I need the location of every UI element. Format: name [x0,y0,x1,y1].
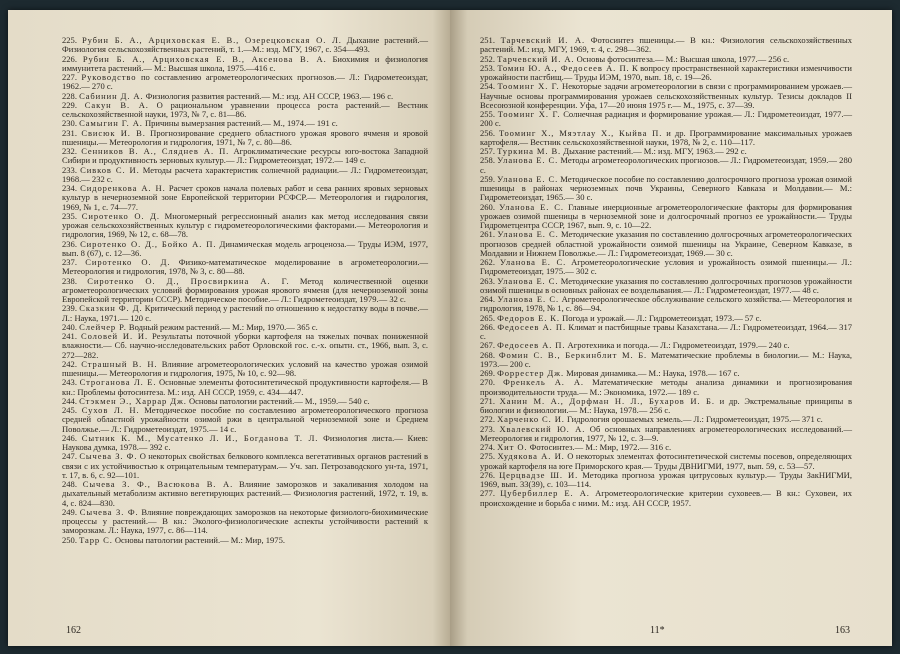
entry-number: 235. [62,210,77,221]
entry-author: Сидоренкова А. Н. [80,183,166,193]
entry-author: Слейчер Р. [79,321,127,332]
entry-author: Ханин М. А., Дорфман Н. Л., Бухаров И. Б. [499,395,715,406]
entry-reference: Гидрология орошаемых земель.— Л.: Гидрометеоиздат, 1975.— 371 с. [566,414,823,425]
entry-reference: Методические указания по составлению долгосрочных прогнозов урожайности озимой пшеницы в основных районах ее возделывания.— Л.: Гидрометеоиздат, 1977.— 48 с. [480,275,852,295]
entry-reference: Динамическая модель агроценоза.— Труды ИЭМ, 1977, вып. 8 (67), с. 12—36. [62,238,428,258]
entry-number: 225. [62,35,77,45]
entry-author: Хвалевский Ю. А. [499,423,586,434]
entry-reference: Основные элементы фотосинтетической продуктивности картофеля.— В кн.: Проблемы фотосинтеза. М.: изд. АН СССР, 1959, с. 434—447. [62,377,428,397]
right-page [450,10,892,646]
book-spread [8,10,892,646]
entry-author: Рубин Б. А., Арциховская Е. В., Озерецковская О. Л. [81,35,342,45]
entry-number: 259. [480,173,495,184]
entry-author: Свисюк И. В. [81,127,146,138]
entry-number: 274. [480,442,495,452]
entry-reference: Основы патологии растений.— М.: Мир, 1975. [114,534,285,545]
bibliography-entry [480,295,852,314]
bibliography-entry [480,277,852,296]
entry-author: Тооминг Х., Мяэтлау Х., Кыйва П. [498,127,663,138]
entry-reference: Методика прогноза урожая цитрусовых культур.— Труды ЗакНИГМИ, 1969, вып. 33(39), с. 103—114. [480,469,852,489]
entry-number: 277. [480,488,495,499]
entry-author: Уланова Е. С. [499,257,567,267]
entry-author: Стэкмен Э., Харрар Дж. [79,395,187,406]
entry-author: Сычева З. Ф., Васюкова В. А. [82,479,234,489]
bibliography-entry [480,203,852,231]
entry-reference: К вопросу пространственной характеристики изменчивости урожайности пастбищ.— Труды ИЭМ, 1970, вып. 18, с. 19—26. [480,62,852,82]
bibliography-entry [62,147,428,166]
entry-number: 251. [480,35,495,45]
entry-reference: Физиология развития растений.— М.: изд. АН СССР, 1963.— 196 с. [145,90,394,101]
entry-number: 244. [62,395,77,406]
entry-reference: и др. Программирование максимальных урожаев картофеля.— Вестник сельскохозяйственной науки, 1978, № 2, с. 110—117. [480,127,853,147]
entry-number: 276. [480,469,495,480]
entry-author: Руководство [81,72,137,82]
bibliography-entry [62,129,428,148]
bibliography-list-right [480,36,852,508]
entry-author: Соловей И. И. [80,331,149,341]
entry-reference: Влияние повреждающих заморозков на некоторые физиолого-биохимические процессы у растений.— В кн.: Эколого-физиологические аспекты устойчивости растений к заморозкам. Л.: Наука, 1977, с. 86—114. [62,506,428,536]
bibliography-entry [62,480,428,508]
bibliography-entry [480,323,852,342]
entry-number: 242. [62,358,77,369]
entry-number: 268. [480,349,495,360]
entry-number: 265. [480,312,495,323]
entry-number: 237. [62,257,77,267]
entry-number: 252. [480,53,495,64]
bibliography-entry [480,452,852,471]
entry-author: Харченко С. И. [497,414,565,425]
entry-author: Сиротенко О. Д. [85,257,171,267]
bibliography-entry [62,55,428,74]
entry-number: 264. [480,294,495,304]
entry-reference: Фотосинтез пшеницы.— В кн.: Физиология сельскохозяйственных растений. М.: изд. МГУ, 1969, т. 4, с. 298—362. [480,35,853,55]
bibliography-entry [480,36,852,55]
entry-number: 245. [62,405,77,415]
entry-reference: Физико-математическое моделирование в агрометеорологии.— Метеорология и гидрология, 1978, № 3, с. 80—88. [62,257,429,277]
entry-reference: Метод количественной оценки агрометеорологических условий формирования урожая ярового ячменя (для нечерноземной зоны Европейской территории СССР). Методическое пособие.— Л.: Гидрометеоиздат, 1979.— 32 с. [62,275,428,304]
bibliography-entry [62,240,428,259]
entry-reference: Климат и пастбищные травы Казахстана.— Л.: Гидрометеоиздат, 1964.— 317 с. [480,321,853,341]
entry-number: 256. [480,127,495,138]
entry-reference: Мировая динамика.— М.: Наука, 1978.— 167 с. [566,368,740,378]
entry-number: 262. [480,257,495,267]
bibliography-entry [480,258,852,277]
entry-reference: О некоторых элементах фотосинтетической системы посевов, определяющих урожай картофеля на юге Приморского края.— Труды ДВНИГМИ, 1977, вып. 59, с. 53—57. [480,451,853,471]
bibliography-entry [480,175,852,203]
entry-author: Рубин Б. А., Арциховская Е. В., Аксенова В. А. [82,53,327,64]
entry-author: Сиротенко О. Д., Бойко А. П. [80,238,217,249]
entry-number: 238. [62,275,77,286]
entry-number: 236. [62,238,77,249]
page-number-right: 163 [835,625,850,636]
entry-number: 273. [480,423,495,434]
entry-author: Федосеев А. П. [497,340,566,351]
entry-reference: Прогнозирование среднего областного урожая ярового ячменя и яровой пшеницы.— Метеорология и гидрология, 1971, № 7, с. 80—86. [62,127,428,147]
entry-author: Френкель А. А. [503,377,584,388]
entry-number: 232. [62,146,77,156]
entry-reference: Критический период у растений по отношению к недостатку воды в почве.— Л.: Наука, 1971.— 120 с. [62,303,429,323]
entry-author: Уланова Е. С. [497,229,559,240]
entry-number: 247. [62,451,77,462]
signature-mark: 11* [650,625,665,636]
entry-reference: Влияние заморозков и закаливания холодом на дыхательный метаболизм активно вегетирующих растений.— Физиология растений, 1972, т. 19, в. 4, с. 824—830. [62,479,429,508]
bibliography-entry [480,110,852,129]
entry-author: Самыгин Г. А. [79,118,143,129]
bibliography-entry [62,212,428,240]
entry-number: 267. [480,340,495,351]
entry-number: 270. [480,377,495,388]
entry-author: Сакун В. А. [84,99,149,110]
entry-reference: Расчет сроков начала полевых работ и сева ранних яровых зерновых культур в нечерноземной зоне Европейской территории РСФСР.— Метеорология и гидрология, 1969, № 1, с. 74—77. [62,183,428,212]
entry-author: Сабинин Д. А. [79,90,144,101]
entry-number: 227. [62,72,77,82]
entry-reference: Некоторые задачи агрометеорологии в связи с программированием урожаев.— Научные основы программирования урожаев сельскохозяйственных культур. Тезисы докладов II Всесоюзной конференции. Уфа, 17—20 июня 1975 г.— М., 1975, с. 37—39. [480,81,853,110]
bibliography-entry [480,378,852,397]
entry-reference: Фотосинтез.— М.: Мир, 1972.— 316 с. [529,442,672,452]
bibliography-entry [62,101,428,120]
entry-author: Сычева З. Ф. [79,451,138,462]
bibliography-entry [480,230,852,258]
entry-number: 257. [480,146,495,156]
entry-author: Форрестер Дж. [497,368,564,378]
bibliography-entry [480,425,852,444]
bibliography-entry [62,258,428,277]
bibliography-entry [62,406,428,434]
entry-author: Томин Ю. А., Федосеев А. П. [497,62,630,73]
entry-number: 228. [62,90,77,101]
entry-number: 254. [480,81,495,92]
entry-number: 250. [62,534,77,545]
bibliography-entry [480,471,852,490]
entry-author: Сивков С. И. [80,164,140,175]
entry-number: 261. [480,229,495,240]
entry-author: Сенников В. А., Сляднев А. П. [81,146,230,156]
entry-reference: Солнечная радиация и формирование урожая.— Л.: Гидрометеоиздат, 1977.— 200 с. [480,109,853,129]
bibliography-entry [62,434,428,453]
entry-author: Хит О. [497,442,528,452]
page-number-left: 162 [66,625,81,636]
entry-reference: Об основных направлениях агрометеорологических исследований.— Метеорология и гидрология, 1977, № 12, с. 3—9. [480,423,852,443]
entry-author: Тарчевский И. А. [500,35,586,45]
entry-reference: Физиология листа.— Киев: Наукова думка, 1978.— 392 с. [62,432,428,452]
entry-number: 248. [62,479,77,489]
entry-number: 239. [62,303,77,314]
entry-reference: Главные инерционные агрометеорологические факторы для формирования урожаев озимой пшеницы в черноземной зоне и долгосрочный прогноз ее урожайности.— Труды Гидрометцентра СССР, 1967, вып. 9, с. 10—22. [480,201,852,230]
bibliography-entry [62,378,428,397]
entry-reference: Математические методы анализа динамики и прогнозирования производительности труда.— М.: Экономика, 1972.— 189 с. [480,377,853,397]
entry-number: 272. [480,414,495,425]
entry-number: 269. [480,368,495,378]
entry-author: Сухов Л. Н. [81,405,140,415]
entry-author: Тарчевский И. А. [497,53,575,64]
entry-number: 249. [62,506,77,517]
entry-number: 234. [62,183,77,193]
entry-author: Цубербиллер Е. А. [500,488,590,499]
entry-reference: и др. Экстремальные принципы в биологии и физиологии.— М.: Наука, 1978.— 256 с. [480,395,853,415]
entry-reference: Дыхание растений.— М.: изд. МГУ, 1963.— 292 с. [563,146,747,156]
entry-reference: Основы фотосинтеза.— М.: Высшая школа, 1977.— 256 с. [576,53,790,64]
entry-reference: Причины вымерзания растений.— М., 1974.— 191 с. [144,118,338,129]
entry-author: Уланова Е. С. [497,275,559,286]
entry-number: 260. [480,201,495,212]
entry-author: Церцвадзе Ш. И. [499,469,579,480]
entry-number: 266. [480,321,495,332]
entry-author: Сиротенко О. Д. [81,210,160,221]
entry-reference: О рациональном уравнении процесса роста растений.— Вестник сельскохозяйственной науки, 1973, № 7, с. 81—86. [62,99,428,119]
entry-author: Строганова Л. Е. [79,377,157,388]
entry-author: Тарр С. [79,534,113,545]
entry-author: Тооминг Х. Г. [497,81,560,92]
entry-number: 243. [62,377,77,388]
entry-reference: по составлению агрометеорологических прогнозов.— Л.: Гидрометеоиздат, 1962.— 270 с. [62,72,429,92]
entry-reference: Биохимия и физиология иммунитета растений.— М.: Высшая школа, 1975.—416 с. [62,53,428,73]
entry-reference: Результаты поточной уборки картофеля на тяжелых почвах пониженной влажности.— Сб. научно-исследовательских работ Орловской гос. с.-х. опытн. ст., 1966, вып. 3, с. 272—282. [62,331,428,360]
entry-author: Туркина М. В. [497,146,562,156]
entry-reference: Математические проблемы в биологии.— М.: Наука, 1973.— 200 с. [480,349,852,369]
bibliography-entry [480,489,852,508]
entry-number: 255. [480,109,495,119]
bibliography-entry [62,508,428,536]
bibliography-entry [62,36,428,55]
entry-reference: Агротехника и погода.— Л.: Гидрометеоиздат, 1979.— 240 с. [567,340,790,351]
entry-number: 258. [480,155,495,166]
entry-number: 253. [480,62,495,73]
bibliography-entry [62,73,428,92]
entry-number: 263. [480,275,495,286]
entry-reference: Методы агрометеорологических прогнозов.— Л.: Гидрометеоиздат, 1959.— 280 с. [480,155,852,175]
left-page [8,10,450,646]
bibliography-entry [480,351,852,370]
entry-author: Уланова Е. С. [497,173,559,184]
entry-author: Уланова Е. С. [499,201,564,212]
entry-author: Худякова А. И. [497,451,565,462]
entry-author: Страшный В. Н. [81,358,158,369]
entry-number: 226. [62,53,77,64]
entry-author: Сычева З. Ф. [79,506,139,517]
bibliography-entry [62,304,428,323]
entry-reference: Дыхание растений.— Физиология сельскохозяйственных растений, т. 1.—М.: изд. МГУ, 1967, с. 354—493. [62,35,429,55]
entry-reference: Агрометеорологические условия и урожайность озимой пшеницы.— Л.: Гидрометеоиздат, 1975.— 302 с. [480,257,852,277]
entry-reference: Методическое пособие по составлению долгосрочного прогноза урожая озимой пшеницы в районах черноземных почв Украины, Северного Кавказа и Молдавии.— М.: Гидрометеоиздат, 1965.— 30 с. [480,173,852,203]
entry-number: 241. [62,331,77,341]
entry-author: Уланова Е. С. [497,155,559,166]
entry-number: 275. [480,451,495,462]
entry-author: Федосеев А. П. [497,321,567,332]
entry-number: 271. [480,395,495,406]
entry-number: 246. [62,432,77,443]
entry-reference: Агрометеорологические критерии суховеев.— В кн.: Суховеи, их происхождение и борьба с ними. М.: изд. АН СССР, 1957. [480,488,852,508]
bibliography-entry [480,156,852,175]
entry-reference: Агроклиматические ресурсы юго-востока Западной Сибири и продуктивность зерновых культур.— Л.: Гидрометеоиздат, 1972.— 149 с. [62,146,429,166]
bibliography-entry [62,536,428,545]
bibliography-list-left [62,36,428,545]
entry-author: Уланова Е. С. [497,294,560,304]
entry-reference: Водный режим растений.— М.: Мир, 1970.— 365 с. [128,321,318,332]
entry-author: Сиротенко О. Д., Просвиркина А. Г. [87,275,290,286]
bibliography-entry [62,166,428,185]
bibliography-entry [62,360,428,379]
entry-reference: Погода и урожай.— Л.: Гидрометеоиздат, 1973.— 57 с. [562,312,762,323]
entry-reference: Многомерный регрессионный анализ как метод исследования связи урожая сельскохозяйственных культур с гидрометеорологическими факторами.— Метеорология и гидрология, 1969, № 12, с. 68—78. [62,210,429,240]
entry-author: Фомин С. В., Беркинблит М. Б. [498,349,648,360]
entry-author: Сытник К. М., Мусатенко Л. И., Богданова Т. Л. [81,432,319,443]
entry-number: 229. [62,99,77,110]
entry-number: 230. [62,118,77,129]
entry-reference: Агрометеорологическое обслуживание сельского хозяйства.— Метеорология и гидрология, 1978, № 1, с. 86—94. [480,294,852,314]
entry-author: Федоров Е. К. [497,312,560,323]
entry-author: Сказкин Ф. Д. [79,303,143,314]
bibliography-entry [62,332,428,360]
bibliography-entry [480,397,852,416]
entry-reference: Методические указания по составлению долгосрочных агрометеорологических прогнозов средней областной урожайности озимой пшеницы на Украине, Северном Кавказе, в Молдавии и Нижнем Поволжье.— Л.: Гидрометеоиздат, 1969.— 30 с. [480,229,853,258]
bibliography-entry [62,452,428,480]
entry-reference: Методическое пособие по составлению агрометеорологического прогноза средней областной урожайности озимой ржи в центральной черноземной зоне и Среднем Поволжье.— Л.: Гидрометеоиздат, 1975.— 14 с. [62,405,429,434]
entry-reference: Основы патологии растений.— М., 1959.— 540 с. [188,395,370,406]
entry-number: 240. [62,321,77,332]
bibliography-entry [480,82,852,110]
entry-reference: О некоторых свойствах белкового комплекса вегетативных органов растений в связи с их устойчивостью к отрицательным температурам.— Уч. зап. Петрозаводского ун-та, 1971, т. 17, в. 6, с. 92—101. [62,451,428,480]
bibliography-entry [62,277,428,305]
entry-reference: Влияние агрометеорологических условий на качество урожая озимой пшеницы.— Метеорология и гидрология, 1975, № 10, с. 92—98. [62,358,428,378]
entry-author: Тооминг Х. Г. [497,109,561,119]
bibliography-entry [480,129,852,148]
entry-number: 231. [62,127,77,138]
bibliography-entry [480,64,852,83]
entry-reference: Методы расчета характеристик солнечной радиации.— Л.: Гидрометеоиздат, 1968.— 232 с. [62,164,429,184]
entry-number: 233. [62,164,77,175]
bibliography-entry [62,184,428,212]
